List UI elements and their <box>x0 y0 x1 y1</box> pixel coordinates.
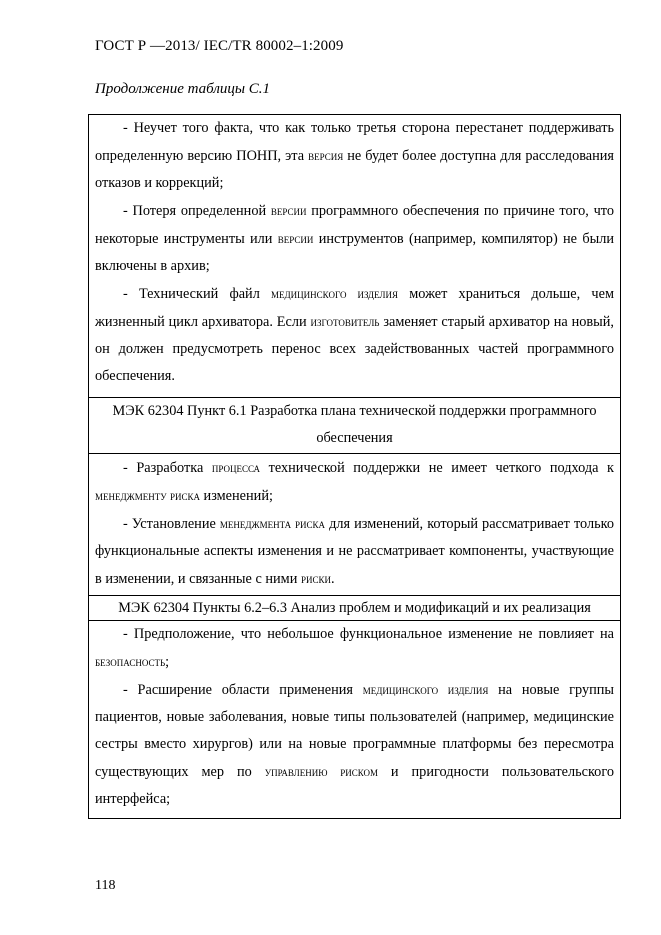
table-section-header-6-2-6-3: МЭК 62304 Пункты 6.2–6.3 Анализ проблем и модификаций и их реализация <box>89 596 620 621</box>
table-c1 <box>88 114 621 819</box>
page-number: 118 <box>95 878 116 893</box>
paragraph-risk-management-scope: - Установление менеджмента риска для изменений, который рассматривает только функциональные аспекты изменения и не рассматривает компоненты, участвующие в изменении, и связанные с ними риски. <box>95 516 614 587</box>
paragraph-technical-file: - Технический файл медицинского изделия может храниться дольше, чем жизненный цикл архиватора. Если изготовитель заменяет старый архиватор на новый, он должен предусмотреть перенос всех задействованных частей программного обеспечения. <box>95 286 614 384</box>
document-header: ГОСТ Р —2013/ IEC/TR 80002–1:2009 <box>95 38 344 54</box>
table-cell-archive-risks <box>89 115 620 398</box>
paragraph-small-change-assumption: - Предположение, что небольшое функциональное изменение не повлияет на безопасность; <box>95 626 614 670</box>
table-cell-maintenance-plan-risks <box>89 454 620 596</box>
table-cell-modification-risks <box>89 621 620 818</box>
table-section-header-6-1: МЭК 62304 Пункт 6.1 Разработка плана технической поддержки программного обеспечения <box>89 398 620 454</box>
paragraph-third-party-version: - Неучет того факта, что как только третья сторона перестанет поддерживать определенную версию ПОНП, эта версия не будет более доступна для расследования отказов и коррекций; <box>95 120 615 191</box>
paragraph-version-loss: - Потеря определенной версии программного обеспечения по причине того, что некоторые инструменты или версии инструментов (например, компилятор) не были включены в архив; <box>95 203 615 274</box>
paragraph-scope-extension: - Расширение области применения медицинского изделия на новые группы пациентов, новые заболевания, новые типы пользователей (например, медицинские сестры вместо хирургов) или на новые программные платформы без пересмотра существующих мер по управлению риском и пригодности пользовательского интерфейса; <box>95 682 614 807</box>
paragraph-process-approach: - Разработка процесса технической поддержки не имеет четкого подхода к менеджменту риска изменений; <box>95 460 614 504</box>
table-caption: Продолжение таблицы С.1 <box>95 81 271 97</box>
